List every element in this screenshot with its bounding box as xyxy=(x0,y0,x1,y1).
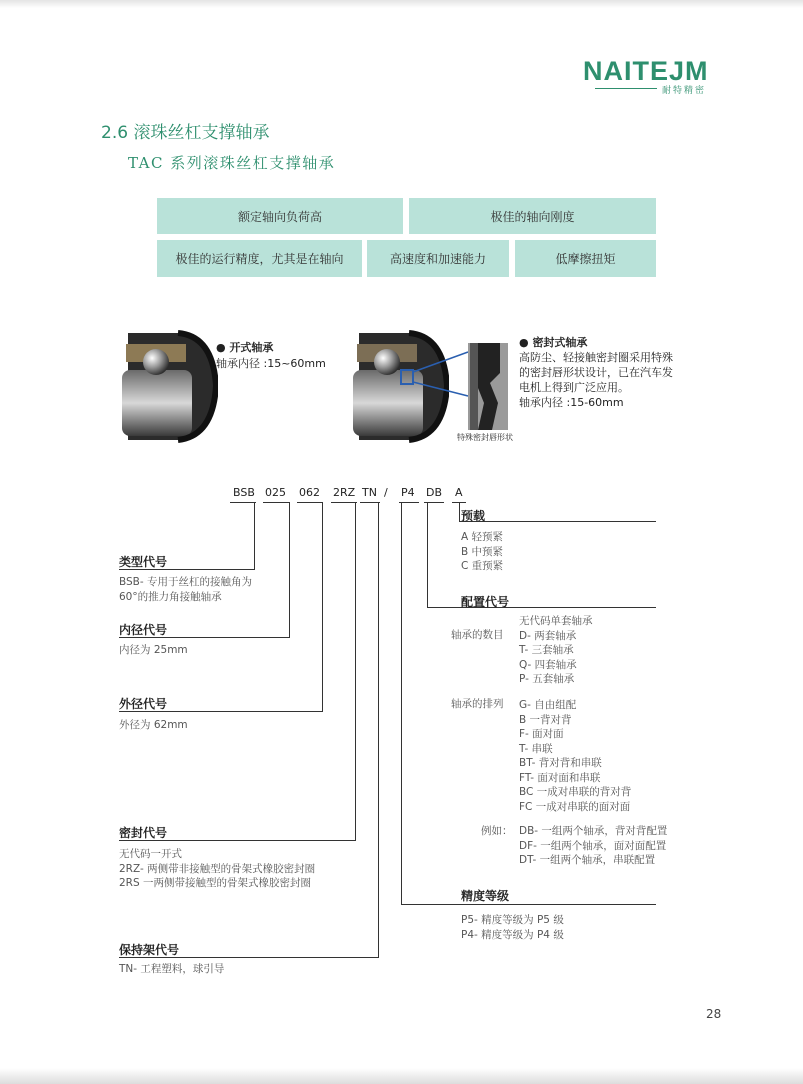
underline-025 xyxy=(263,502,289,503)
seal-code-title: 密封代号 xyxy=(119,826,168,840)
underline-p4 xyxy=(399,502,419,503)
section-title: 2.6 滚珠丝杠支撑轴承 xyxy=(101,123,270,143)
code-db: DB xyxy=(426,486,443,499)
page-bottom-edge xyxy=(0,1068,803,1084)
connector-config-v xyxy=(427,502,428,608)
bearing-count-label: 轴承的数目 xyxy=(451,629,504,641)
type-code-desc: BSB- 专用于丝杠的接触角为 60°的推力角接触轴承 xyxy=(119,576,253,603)
bearing-arrangement-label: 轴承的排列 xyxy=(451,698,504,710)
preload-title: 预载 xyxy=(461,509,486,523)
code-062: 062 xyxy=(299,486,320,499)
feature-box-4: 高速度和加速能力 xyxy=(367,240,509,277)
code-bsb: BSB xyxy=(233,486,255,499)
connector-seal-v xyxy=(355,502,356,841)
connector-inner-v xyxy=(289,502,290,638)
inner-code-title: 内径代号 xyxy=(119,623,168,637)
example-list: DB- 一组两个轴承，背对背配置 DF- 一组两个轴承，面对面配置 DT- 一组两个轴承，串联配置 xyxy=(519,825,668,866)
open-bearing-title: ● 开式轴承 xyxy=(216,341,274,354)
config-title: 配置代号 xyxy=(461,595,510,609)
underline-2rz xyxy=(331,502,357,503)
lip-caption: 特殊密封唇形状 xyxy=(457,433,513,442)
example-label: 例如： xyxy=(481,825,513,837)
type-code-title: 类型代号 xyxy=(119,555,168,569)
connector-outer-v xyxy=(322,502,323,712)
code-025: 025 xyxy=(265,486,286,499)
lip-pointer-lines xyxy=(410,350,470,400)
seal-code-desc: 无代码一开式 2RZ- 两侧带非接触型的骨架式橡胶密封圈 2RS 一两侧带接触型的骨架式橡胶密封圈 xyxy=(119,848,316,889)
feature-box-2: 极佳的轴向刚度 xyxy=(409,198,656,234)
underline-bsb xyxy=(230,502,256,503)
code-tn: TN xyxy=(362,486,377,499)
connector-precision-h xyxy=(401,904,656,905)
inner-code-desc: 内径为 25mm xyxy=(119,644,188,656)
open-bearing-image xyxy=(118,328,218,444)
logo-underline xyxy=(595,88,657,89)
underline-062 xyxy=(297,502,323,503)
code-slash: / xyxy=(384,486,388,499)
feature-box-1: 额定轴向负荷高 xyxy=(157,198,403,234)
underline-tn xyxy=(360,502,380,503)
sealed-bearing-desc: 高防尘、轻接触密封圈采用特殊 的密封唇形状设计，已在汽车发 电机上得到广泛应用。 轴承内径 :15-60mm xyxy=(519,351,673,409)
open-bearing-desc: 轴承内径 :15~60mm xyxy=(216,357,326,370)
connector-preload-h xyxy=(459,521,656,522)
cage-code-title: 保持架代号 xyxy=(119,943,180,957)
code-a: A xyxy=(455,486,463,499)
precision-title: 精度等级 xyxy=(461,889,510,903)
feature-box-3: 极佳的运行精度，尤其是在轴向 xyxy=(157,240,362,277)
bearing-count-list: 无代码单套轴承 D- 两套轴承 T- 三套轴承 Q- 四套轴承 P- 五套轴承 xyxy=(519,615,593,685)
outer-code-desc: 外径为 62mm xyxy=(119,719,188,731)
sealed-bearing-title: ● 密封式轴承 xyxy=(519,336,588,349)
connector-type-v xyxy=(254,502,255,570)
feature-box-5: 低摩擦扭矩 xyxy=(515,240,656,277)
page-top-edge xyxy=(0,0,803,8)
connector-cage-v xyxy=(378,502,379,958)
outer-code-title: 外径代号 xyxy=(119,697,168,711)
preload-desc: A 轻预紧 B 中预紧 C 重预紧 xyxy=(461,531,504,572)
cage-code-desc: TN- 工程塑料，球引导 xyxy=(119,963,225,975)
seal-lip-image xyxy=(468,343,508,430)
page-number: 28 xyxy=(706,1007,722,1021)
bearing-arrangement-list: G- 自由组配 B 一背对背 F- 面对面 T- 串联 BT- 背对背和串联 FT- 面对面和串联 BC 一成对串联的背对背 FC 一成对串联的面对面 xyxy=(519,699,632,813)
connector-precision-v xyxy=(401,502,402,905)
code-2rz: 2RZ xyxy=(333,486,356,499)
company-logo: NAITEJM xyxy=(583,56,709,86)
code-p4: P4 xyxy=(401,486,415,499)
logo-subtitle: 耐特精密 xyxy=(662,86,707,96)
series-subtitle: TAC 系列滚珠丝杠支撑轴承 xyxy=(128,154,336,172)
precision-desc: P5- 精度等级为 P5 级 P4- 精度等级为 P4 级 xyxy=(461,914,564,941)
connector-preload-v xyxy=(459,502,460,522)
